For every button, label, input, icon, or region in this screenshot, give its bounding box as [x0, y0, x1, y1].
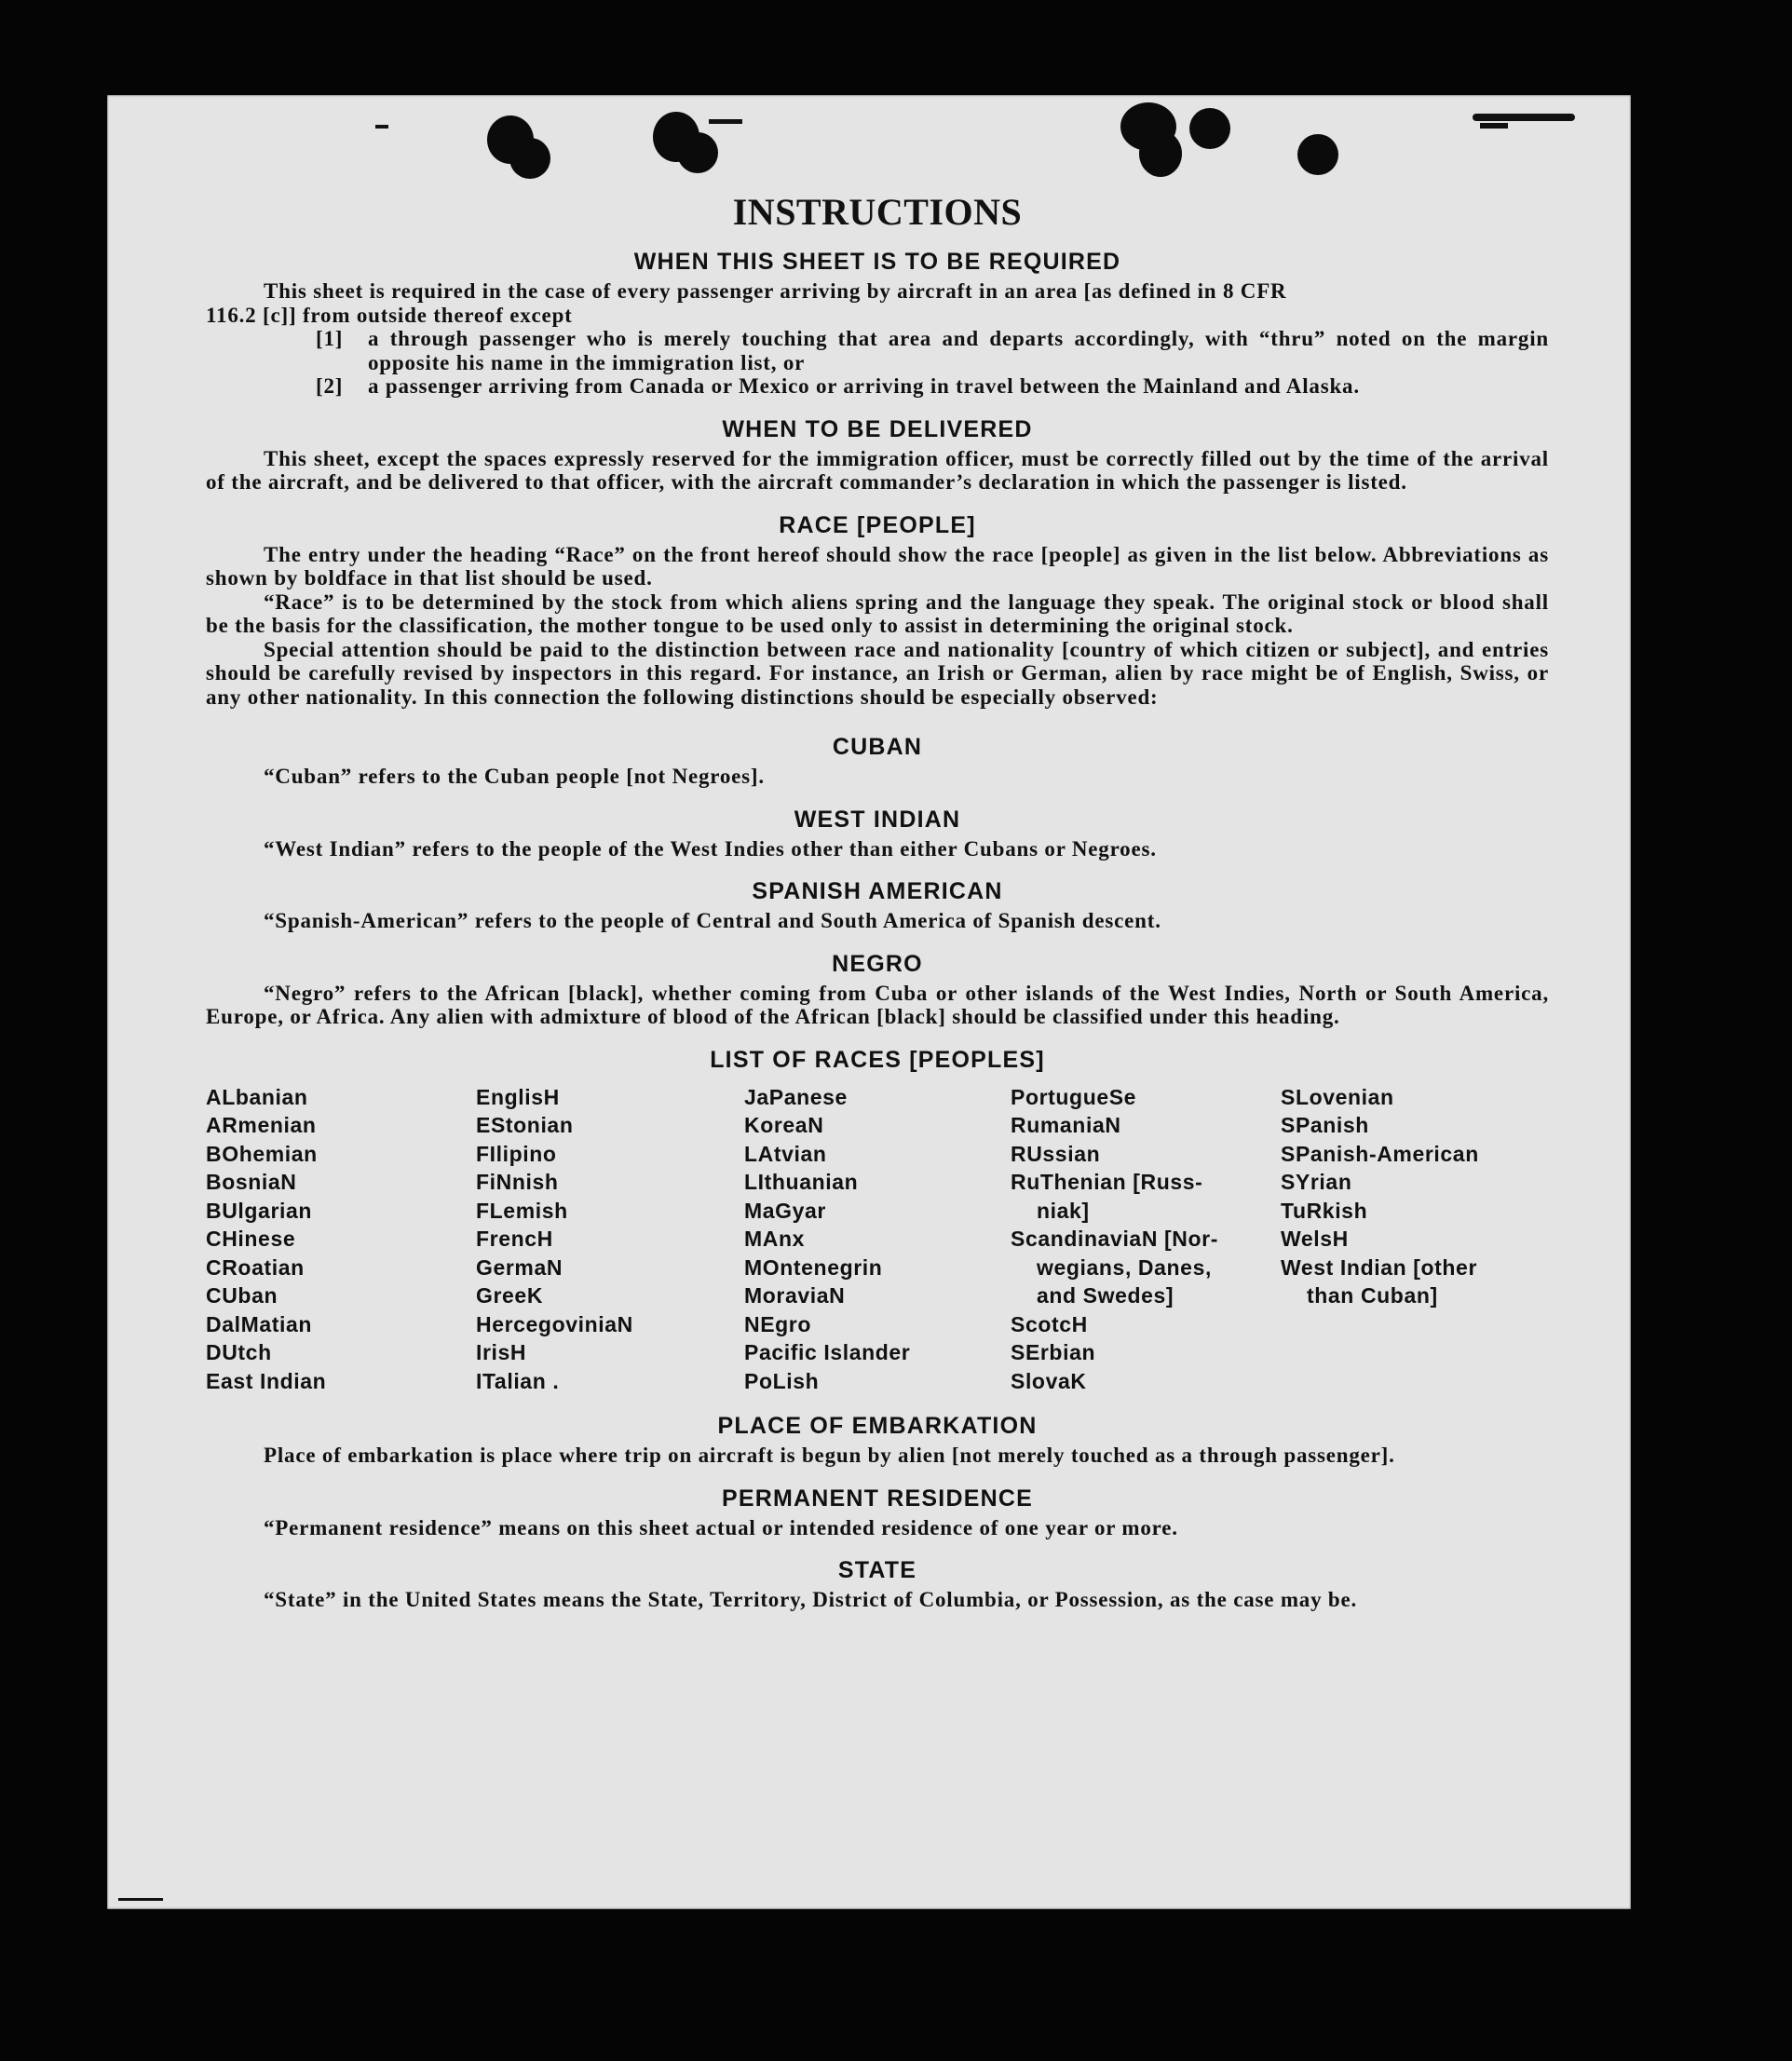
- exception-number: [2]: [316, 374, 344, 398]
- exception-number: [1]: [316, 327, 344, 350]
- race-item: MOntenegrin: [744, 1254, 883, 1280]
- embarkation-text: Place of embarkation is place where trip on aircraft is begun by alien [not merely touched as a through passenger].: [264, 1444, 1395, 1467]
- scan-mark: [1473, 114, 1575, 121]
- heading-cuban: CUBAN: [832, 734, 923, 760]
- race-item: GreeK: [476, 1283, 544, 1308]
- race-item: SlovaK: [1011, 1368, 1087, 1393]
- race-paragraph: The entry under the heading “Race” on the front hereof should show the race [people] as given in the list below. Abbreviations as shown by boldface in that list should be used.: [206, 542, 1549, 590]
- races-list: [206, 1083, 1549, 1396]
- race-item: ARmenian: [206, 1113, 317, 1137]
- race-paragraph: Special attention should be paid to the distinction between race and nationality [country of which citizen or subject], and entries should be carefully revised by inspectors in this regard. For instance, an Irish or German, alien by race might be of English, Swiss, or any other nationality. In this connection the following distinctions should be especially observed:: [206, 637, 1549, 709]
- race-item: SPanish-American: [1281, 1141, 1479, 1166]
- race-item: RumaniaN: [1011, 1113, 1121, 1137]
- race-item: EStonian: [476, 1113, 574, 1137]
- delivered-text: This sheet, except the spaces expressly reserved for the immigration officer, must be correctly filled out by the time of the arrival of the aircraft, and be delivered to that officer, with the aircraft commander’s declaration in which the passenger is listed.: [206, 446, 1549, 494]
- race-item: EnglisH: [476, 1084, 560, 1109]
- race-item: KoreaN: [744, 1113, 824, 1137]
- page-title: INSTRUCTIONS: [732, 191, 1023, 233]
- heading-race: RACE [PEOPLE]: [779, 511, 976, 538]
- heading-list-of-races: LIST OF RACES [PEOPLES]: [710, 1046, 1045, 1073]
- exception-item: [206, 374, 1549, 399]
- spanish-american-text: “Spanish-American” refers to the people of Central and South America of Spanish descent.: [264, 909, 1161, 932]
- punch-hole: [677, 132, 718, 173]
- instructions-content: [206, 188, 1549, 1612]
- race-item: FrencH: [476, 1227, 553, 1251]
- race-item: ScotcH: [1011, 1311, 1088, 1336]
- negro-text: “Negro” refers to the African [black], whether coming from Cuba or other islands of the West Indies, North or South America, Europe, or Africa. Any alien with admixture of blood of the African [black] should be classified under this heading.: [206, 981, 1549, 1028]
- required-intro-line2: 116.2 [c]] from outside thereof except: [206, 303, 573, 327]
- west-indian-text: “West Indian” refers to the people of the West Indies other than either Cubans or Negroes.: [264, 836, 1157, 861]
- race-item: PortugueSe: [1011, 1084, 1137, 1109]
- scan-mark: [709, 119, 742, 124]
- race-item-continued: wegians, Danes,: [1037, 1254, 1212, 1280]
- race-item-continued: than Cuban]: [1307, 1283, 1438, 1308]
- race-item: GermaN: [476, 1254, 563, 1280]
- heading-negro: NEGRO: [832, 950, 923, 977]
- punch-hole: [1189, 108, 1230, 149]
- heading-place-of-embarkation: PLACE OF EMBARKATION: [717, 1413, 1038, 1439]
- race-item: WelsH: [1281, 1227, 1349, 1251]
- races-column-1: [206, 1083, 476, 1396]
- race-item: East Indian: [206, 1368, 327, 1393]
- race-item: ScandinaviaN [Nor-: [1011, 1227, 1218, 1251]
- race-item: BosniaN: [206, 1170, 297, 1194]
- punch-hole: [509, 138, 550, 179]
- race-item: PoLish: [744, 1368, 820, 1393]
- exception-text: a passenger arriving from Canada or Mexico or arriving in travel between the Mainland and Alaska.: [368, 374, 1360, 398]
- race-item-continued: and Swedes]: [1037, 1283, 1174, 1308]
- heading-spanish-american: SPANISH AMERICAN: [752, 878, 1003, 904]
- race-item: West Indian [other: [1281, 1254, 1477, 1280]
- heading-when-required: WHEN THIS SHEET IS TO BE REQUIRED: [633, 249, 1121, 275]
- exception-text: a through passenger who is merely touching that area and departs accordingly, with “thru” noted on the margin opposite his name in the immigration list, or: [368, 327, 1549, 374]
- race-item: BUlgarian: [206, 1198, 313, 1223]
- race-item: SLovenian: [1281, 1084, 1394, 1109]
- race-item: FiNnish: [476, 1170, 559, 1194]
- race-item: JaPanese: [744, 1084, 848, 1109]
- race-item: TuRkish: [1281, 1198, 1368, 1223]
- punch-hole: [1297, 134, 1338, 175]
- race-item: FIlipino: [476, 1141, 557, 1166]
- required-intro-line1: This sheet is required in the case of every passenger arriving by aircraft in an area [as defined in 8 CFR: [264, 279, 1287, 303]
- race-item: HercegoviniaN: [476, 1311, 633, 1336]
- race-item: FLemish: [476, 1198, 568, 1223]
- heading-permanent-residence: PERMANENT RESIDENCE: [722, 1485, 1033, 1512]
- race-item: NEgro: [744, 1311, 811, 1336]
- race-item-continued: niak]: [1037, 1198, 1090, 1223]
- heading-when-delivered: WHEN TO BE DELIVERED: [722, 415, 1033, 442]
- race-item: Pacific Islander: [744, 1340, 911, 1364]
- race-item: CUban: [206, 1283, 278, 1308]
- race-item: RuThenian [Russ-: [1011, 1170, 1203, 1194]
- exception-item: [206, 327, 1549, 374]
- race-item: ALbanian: [206, 1084, 308, 1109]
- races-column-5: [1281, 1083, 1549, 1396]
- race-item: SYrian: [1281, 1170, 1352, 1194]
- document-page: [107, 95, 1631, 1909]
- race-item: MoraviaN: [744, 1283, 846, 1308]
- heading-state: STATE: [837, 1557, 917, 1583]
- cuban-text: “Cuban” refers to the Cuban people [not Negroes].: [264, 765, 765, 788]
- race-item: SErbian: [1011, 1340, 1096, 1364]
- race-item: LIthuanian: [744, 1170, 859, 1194]
- race-item: CHinese: [206, 1227, 296, 1251]
- race-item: RUssian: [1011, 1141, 1101, 1166]
- race-item: BOhemian: [206, 1141, 318, 1166]
- scan-mark: [375, 125, 388, 129]
- races-column-2: [476, 1083, 744, 1396]
- residence-text: “Permanent residence” means on this sheet actual or intended residence of one year or more.: [264, 1515, 1178, 1539]
- scan-mark: [1480, 123, 1508, 129]
- race-item: LAtvian: [744, 1141, 827, 1166]
- race-item: ITalian .: [476, 1368, 560, 1393]
- race-item: MaGyar: [744, 1198, 826, 1223]
- race-item: DalMatian: [206, 1311, 313, 1336]
- state-text: “State” in the United States means the State, Territory, District of Columbia, or Possession, as the case may be.: [264, 1588, 1358, 1611]
- scan-mark: [118, 1898, 163, 1901]
- race-item: DUtch: [206, 1340, 272, 1364]
- race-paragraph: “Race” is to be determined by the stock from which aliens spring and the language they speak. The original stock or blood shall be the basis for the classification, the mother tongue to be used only to assist in determining the original stock.: [206, 590, 1549, 637]
- punch-hole: [1139, 130, 1182, 177]
- races-column-4: [1011, 1083, 1281, 1396]
- races-column-3: [744, 1083, 1011, 1396]
- race-item: SPanish: [1281, 1113, 1369, 1137]
- race-item: MAnx: [744, 1227, 806, 1251]
- race-item: CRoatian: [206, 1254, 305, 1280]
- race-item: IrisH: [476, 1340, 527, 1364]
- heading-west-indian: WEST INDIAN: [794, 806, 961, 833]
